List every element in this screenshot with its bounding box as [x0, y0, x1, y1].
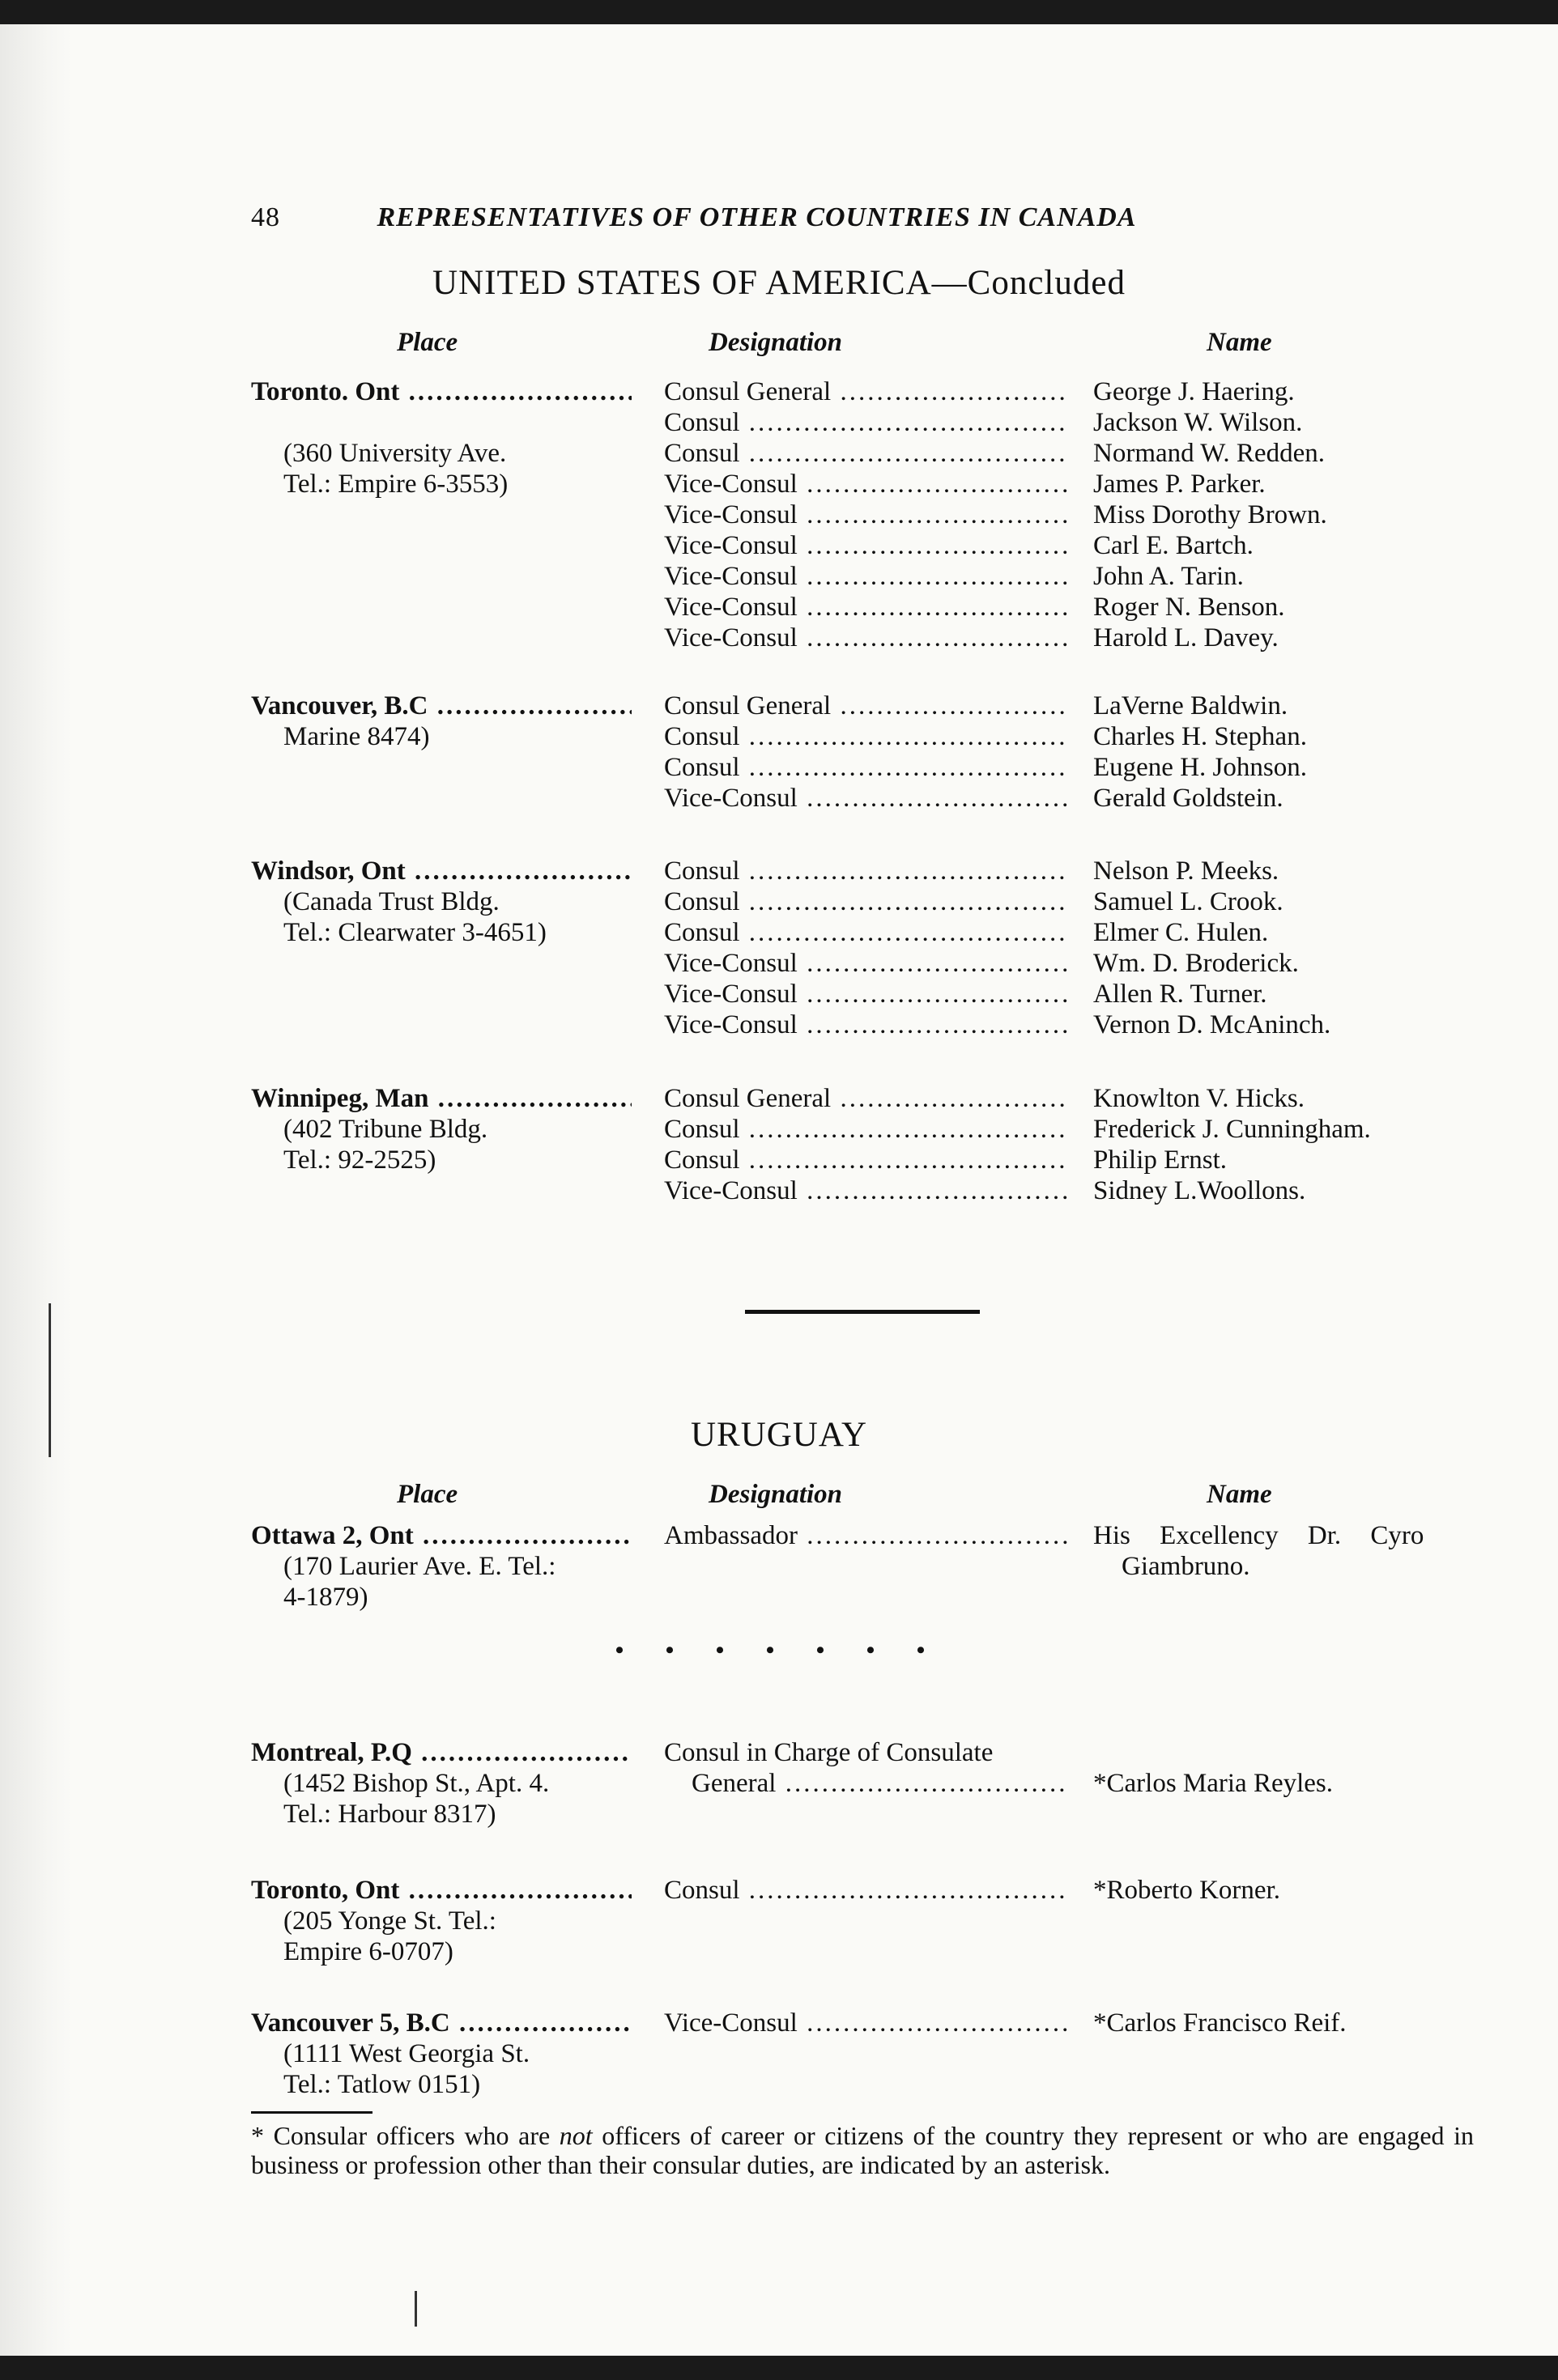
separator-bullets: • • • • • • • — [615, 1637, 943, 1664]
designation: Vice-Consul ..... — [664, 979, 1320, 1009]
person-name: Jackson W. Wilson. — [1093, 408, 1303, 437]
listing-row — [251, 530, 1466, 561]
place-address: (Canada Trust Bldg. — [283, 887, 500, 916]
person-name: Harold L. Davey. — [1093, 623, 1279, 652]
listing-row — [251, 1175, 1466, 1206]
place-address: (205 Yonge St. Tel.: — [283, 1906, 496, 1936]
listing-row — [251, 856, 1466, 886]
place-address: (170 Laurier Ave. E. Tel.: — [283, 1552, 556, 1581]
designation: Consul General ..... — [664, 1083, 1320, 1114]
listing-row — [251, 1009, 1466, 1040]
listing-row — [251, 2069, 1466, 2100]
person-name: Nelson P. Meeks. — [1093, 856, 1279, 886]
place-name: Toronto. Ont ..... — [251, 376, 632, 407]
place-name: Vancouver, B.C ..... — [251, 691, 632, 721]
person-name: *Carlos Francisco Reif. — [1093, 2008, 1347, 2038]
designation: General ..... — [664, 1768, 1320, 1799]
designation: Vice-Consul ..... — [664, 1009, 1320, 1040]
listing-row — [251, 469, 1466, 499]
designation: Consul ..... — [664, 1114, 1320, 1145]
listing-row — [251, 1875, 1466, 1906]
column-header-designation: Designation — [709, 328, 843, 357]
listing-row — [251, 1737, 1466, 1768]
listing-row — [251, 1520, 1466, 1551]
listing-row — [251, 1145, 1466, 1175]
designation: Vice-Consul ..... — [664, 561, 1320, 592]
person-name: Allen R. Turner. — [1093, 980, 1267, 1009]
place-name: Winnipeg, Man ..... — [251, 1083, 632, 1114]
listing-row — [251, 1114, 1466, 1145]
listing-row — [251, 783, 1466, 814]
listing-row — [251, 979, 1466, 1009]
listing-row — [251, 1799, 1466, 1830]
column-header-designation: Designation — [709, 1480, 843, 1509]
listing-row — [251, 2038, 1466, 2069]
designation: Consul ..... — [664, 886, 1320, 917]
section-divider — [745, 1310, 980, 1314]
person-name: James P. Parker. — [1093, 470, 1266, 499]
designation: Vice-Consul ..... — [664, 530, 1320, 561]
person-name: Eugene H. Johnson. — [1093, 753, 1307, 782]
column-header-name: Name — [1207, 1480, 1272, 1509]
designation: Vice-Consul ..... — [664, 2008, 1320, 2038]
listing-row — [251, 1768, 1466, 1799]
designation: Consul ..... — [664, 752, 1320, 783]
page-number: 48 — [251, 202, 280, 232]
person-name: *Roberto Korner. — [1093, 1876, 1280, 1905]
listing-row — [251, 561, 1466, 592]
place-name: Toronto, Ont ..... — [251, 1875, 632, 1906]
designation: Consul ..... — [664, 1145, 1320, 1175]
designation: Vice-Consul ..... — [664, 499, 1320, 530]
designation: Consul ..... — [664, 407, 1320, 438]
designation: Vice-Consul ..... — [664, 1175, 1320, 1206]
section-title-uruguay: URUGUAY — [690, 1416, 868, 1454]
place-name: Windsor, Ont ..... — [251, 856, 632, 886]
place-address: (402 Tribune Bldg. — [283, 1115, 488, 1144]
listing-row — [251, 1083, 1466, 1114]
person-name: Frederick J. Cunningham. — [1093, 1115, 1371, 1144]
person-name: John A. Tarin. — [1093, 562, 1244, 591]
footnote-rule — [251, 2111, 372, 2114]
listing-row — [251, 948, 1466, 979]
scan-artifact — [415, 2291, 417, 2327]
designation: Consul ..... — [664, 721, 1320, 752]
person-name: Giambruno. — [1122, 1552, 1250, 1581]
place-address: Empire 6-0707) — [283, 1937, 453, 1966]
listing-row — [251, 886, 1466, 917]
designation: Consul ..... — [664, 1875, 1320, 1906]
place-address: Tel.: 92-2525) — [283, 1145, 436, 1175]
place-address: Marine 8474) — [283, 722, 430, 751]
place-address: (1111 West Georgia St. — [283, 2039, 530, 2068]
footnote: * Consular officers who are not officers of career or citizens of the country they represent or who are engaged in business or profession other than their consular duties, are indicated by an asterisk. — [251, 2121, 1474, 2179]
designation: Consul ..... — [664, 438, 1320, 469]
place-name: Montreal, P.Q ..... — [251, 1737, 632, 1768]
designation: Vice-Consul ..... — [664, 623, 1320, 653]
listing-row — [251, 438, 1466, 469]
designation: Consul General ..... — [664, 691, 1320, 721]
column-header-place: Place — [397, 328, 458, 357]
place-name: Vancouver 5, B.C ..... — [251, 2008, 632, 2038]
column-header-name: Name — [1207, 328, 1272, 357]
person-name: Gerald Goldstein. — [1093, 784, 1283, 813]
designation: Vice-Consul ..... — [664, 469, 1320, 499]
designation: Vice-Consul ..... — [664, 948, 1320, 979]
listing-row — [251, 752, 1466, 783]
place-address: (1452 Bishop St., Apt. 4. — [283, 1769, 550, 1798]
listing-row — [251, 917, 1466, 948]
person-name: Charles H. Stephan. — [1093, 722, 1307, 751]
person-name: Wm. D. Broderick. — [1093, 949, 1299, 978]
person-name: Elmer C. Hulen. — [1093, 918, 1269, 947]
running-head-title: REPRESENTATIVES OF OTHER COUNTRIES IN CANADA — [377, 202, 1137, 232]
person-name: Vernon D. McAninch. — [1093, 1010, 1331, 1039]
place-address: 4-1879) — [283, 1583, 368, 1612]
place-address: Tel.: Tatlow 0151) — [283, 2070, 481, 2099]
person-name: *Carlos Maria Reyles. — [1093, 1769, 1334, 1798]
designation: Vice-Consul ..... — [664, 783, 1320, 814]
designation: Vice-Consul ..... — [664, 592, 1320, 623]
designation: Consul in Charge of Consulate — [664, 1738, 994, 1767]
designation: Consul ..... — [664, 856, 1320, 886]
person-name: His Excellency Dr. Cyro — [1093, 1521, 1424, 1550]
place-address: Tel.: Harbour 8317) — [283, 1800, 496, 1829]
listing-row — [251, 1582, 1466, 1613]
listing-row — [251, 2008, 1466, 2038]
designation: Ambassador ..... — [664, 1520, 1320, 1551]
scan-edge — [0, 24, 73, 2356]
person-name: LaVerne Baldwin. — [1093, 691, 1288, 720]
place-address: Tel.: Empire 6-3553) — [283, 470, 509, 499]
person-name: Samuel L. Crook. — [1093, 887, 1283, 916]
listing-row — [251, 623, 1466, 653]
column-header-place: Place — [397, 1480, 458, 1509]
listing-row — [251, 376, 1466, 407]
listing-row — [251, 691, 1466, 721]
person-name: Carl E. Bartch. — [1093, 531, 1254, 560]
person-name: Knowlton V. Hicks. — [1093, 1084, 1305, 1113]
person-name: Sidney L.Woollons. — [1093, 1176, 1306, 1205]
listing-row — [251, 592, 1466, 623]
listing-row — [251, 721, 1466, 752]
person-name: Philip Ernst. — [1093, 1145, 1228, 1175]
listing-row — [251, 499, 1466, 530]
place-address: (360 University Ave. — [283, 439, 507, 468]
person-name: George J. Haering. — [1093, 377, 1295, 406]
running-header — [251, 202, 1271, 233]
listing-row — [251, 407, 1466, 438]
section-title-usa: UNITED STATES OF AMERICA—Concluded — [432, 264, 1126, 302]
listing-row — [251, 1936, 1466, 1967]
place-name: Ottawa 2, Ont ..... — [251, 1520, 632, 1551]
listing-row — [251, 1906, 1466, 1936]
designation: Consul ..... — [664, 917, 1320, 948]
person-name: Normand W. Redden. — [1093, 439, 1325, 468]
listing-row — [251, 1551, 1466, 1582]
designation: Consul General ..... — [664, 376, 1320, 407]
person-name: Roger N. Benson. — [1093, 593, 1285, 622]
place-address: Tel.: Clearwater 3-4651) — [283, 918, 547, 947]
person-name: Miss Dorothy Brown. — [1093, 500, 1327, 529]
